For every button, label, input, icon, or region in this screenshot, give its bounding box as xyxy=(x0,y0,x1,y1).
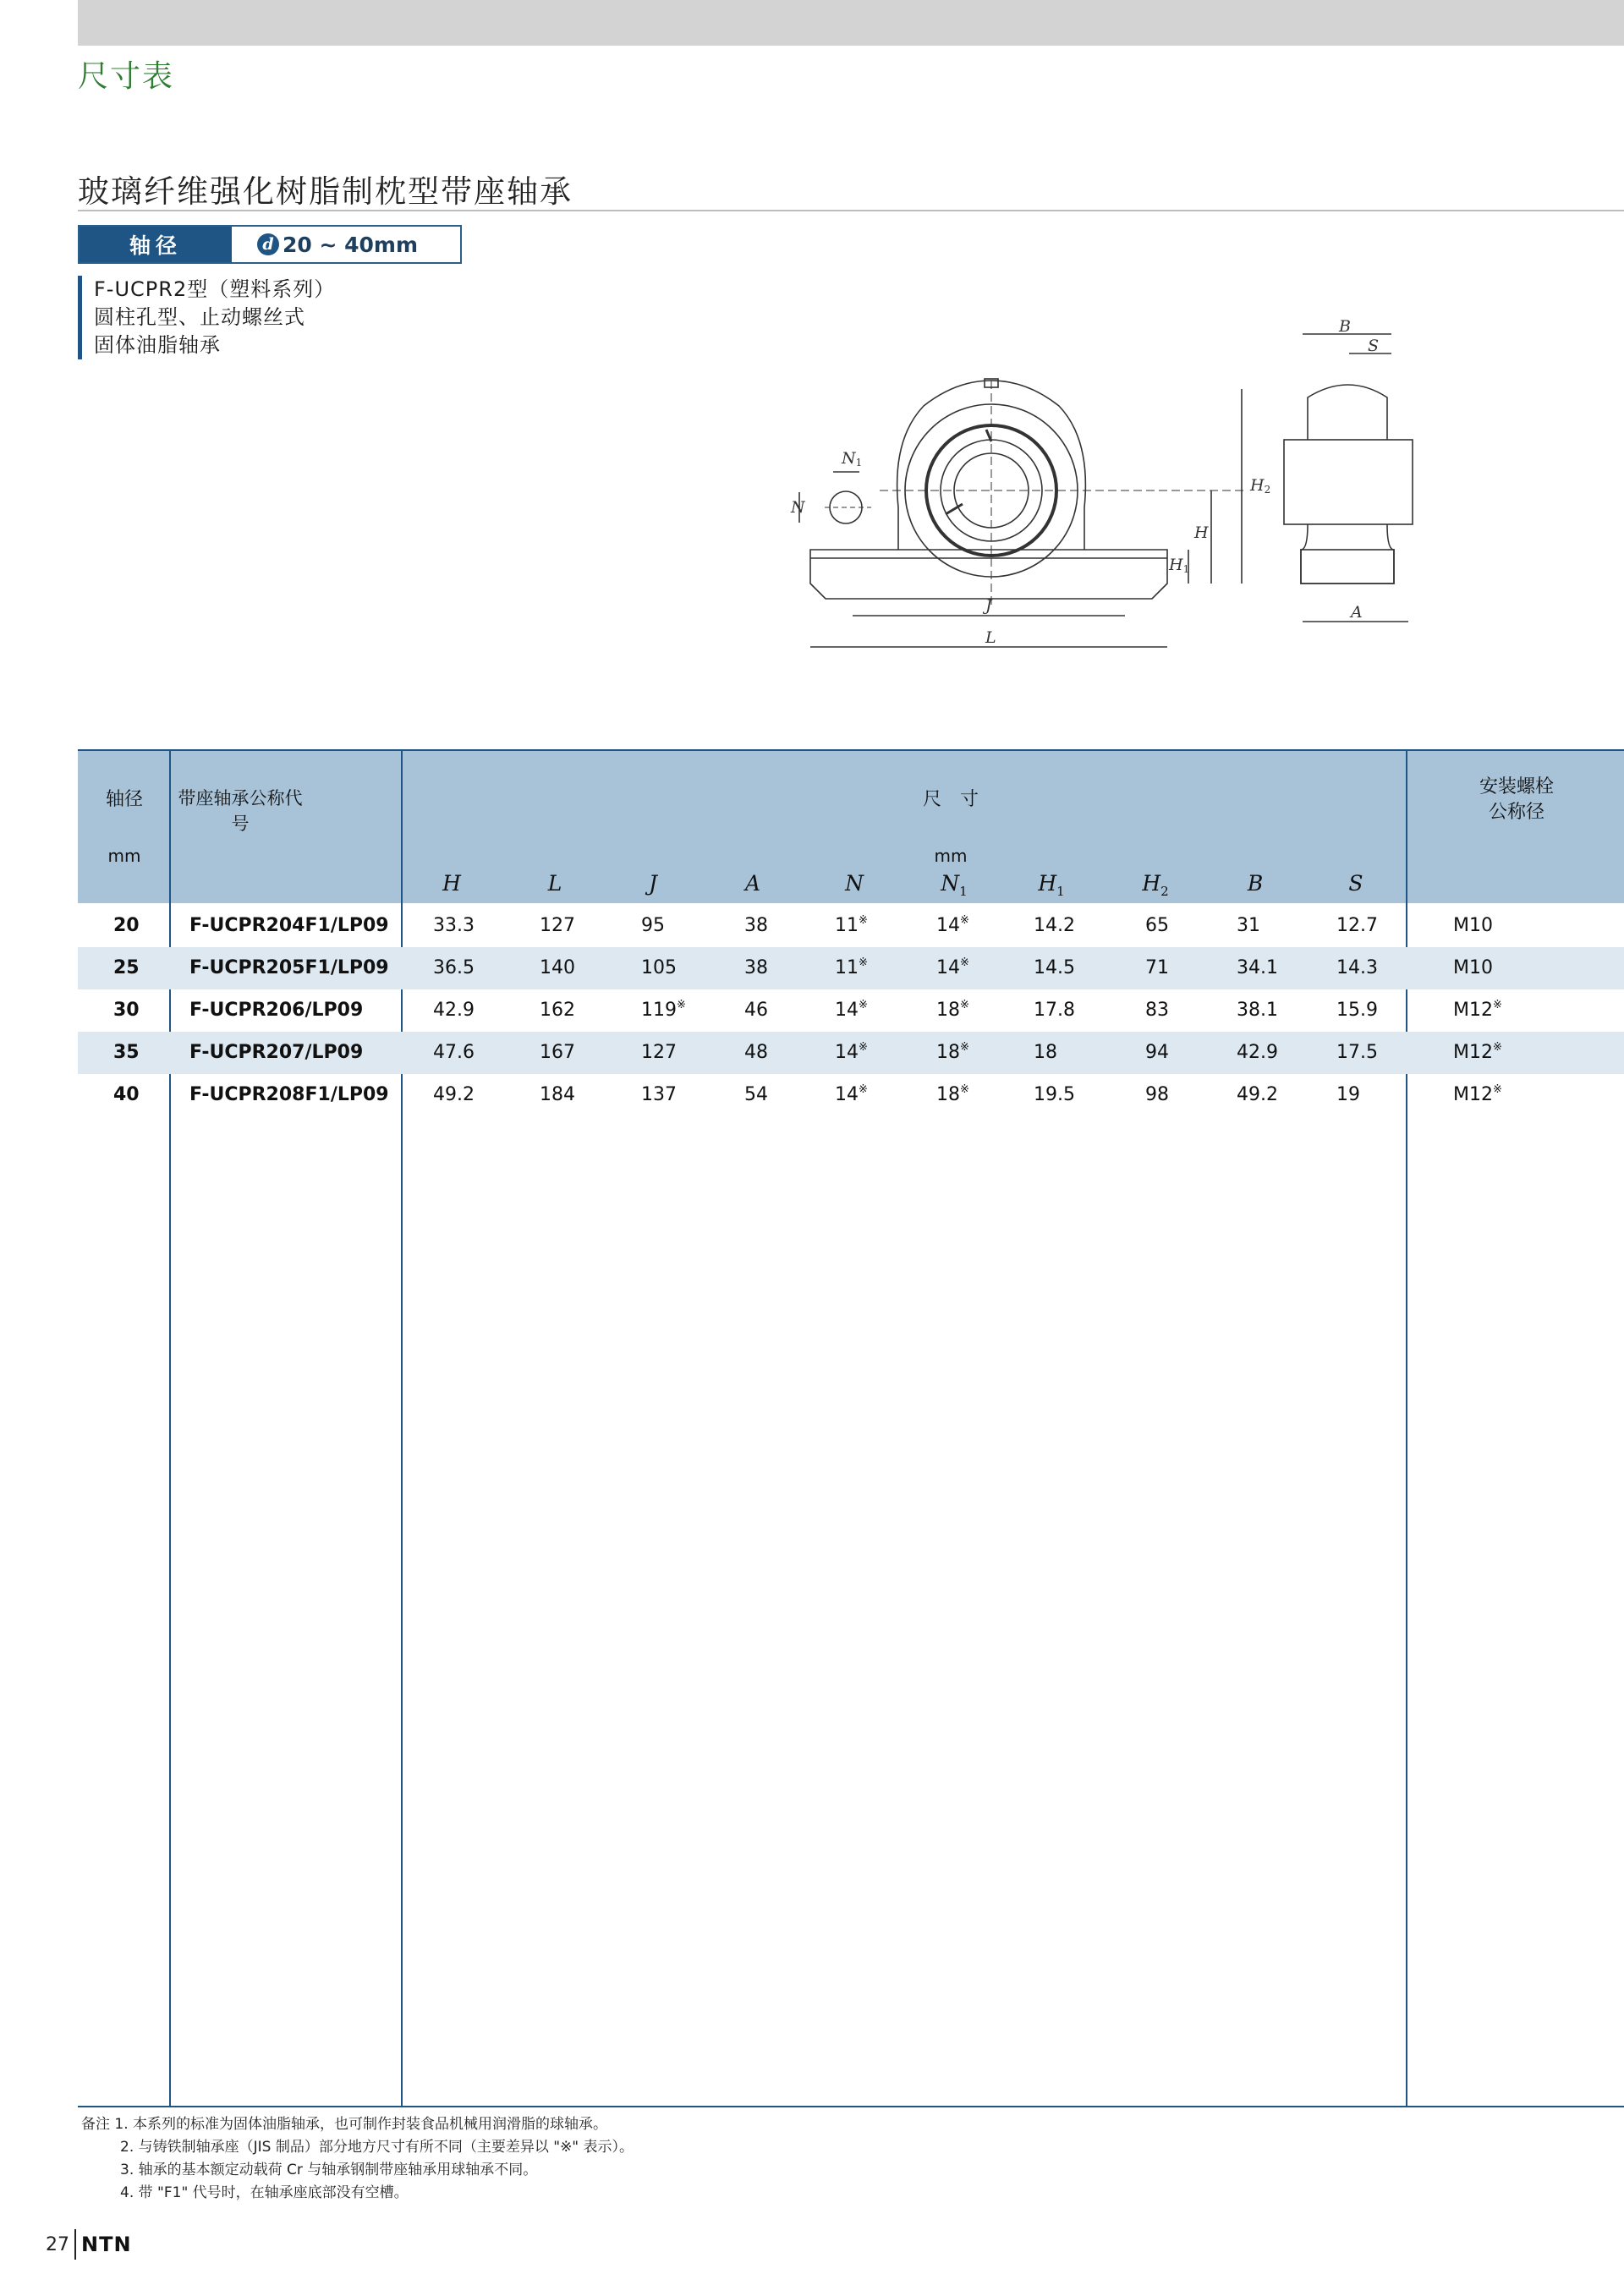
cell-n1 xyxy=(936,1032,969,1074)
page-number: 27 xyxy=(46,2233,69,2255)
cell-n1-value: 18 xyxy=(936,1084,960,1105)
cell-b xyxy=(1237,1074,1278,1116)
cell-bolt xyxy=(1453,1032,1502,1074)
cell-n-value: 14 xyxy=(835,1000,859,1021)
cell-h1-value: 19.5 xyxy=(1034,1084,1075,1105)
cell-h-value: 42.9 xyxy=(433,1000,475,1021)
difference-mark: ※ xyxy=(859,1041,868,1054)
symbol-main: S xyxy=(1348,871,1363,896)
symbol-main: N xyxy=(845,871,864,896)
cell-n-value: 14 xyxy=(835,1042,859,1063)
cell-n-value: 11 xyxy=(835,957,859,978)
cell-h1 xyxy=(1034,905,1075,947)
cell-h-value: 33.3 xyxy=(433,915,475,936)
cell-a xyxy=(744,1074,768,1116)
cell-s xyxy=(1336,1032,1378,1074)
cell-b xyxy=(1237,947,1278,989)
cell-h2-value: 83 xyxy=(1145,1000,1169,1021)
notes xyxy=(81,2113,634,2205)
cell-h xyxy=(433,947,475,989)
cell-bolt xyxy=(1453,989,1502,1032)
cell-shaft-diameter-value: 40 xyxy=(113,1084,140,1105)
cell-h2-value: 65 xyxy=(1145,915,1169,936)
cell-n xyxy=(835,1074,868,1116)
cell-shaft-diameter xyxy=(113,905,140,947)
symbol-main: H xyxy=(1142,871,1161,896)
cell-a-value: 54 xyxy=(744,1084,768,1105)
cell-b xyxy=(1237,989,1278,1032)
cell-code-value: F-UCPR208F1/LP09 xyxy=(189,1084,389,1105)
cell-s-value: 19 xyxy=(1336,1084,1360,1105)
cell-h2-value: 71 xyxy=(1145,957,1169,978)
difference-mark: ※ xyxy=(859,1083,868,1096)
label-H: H xyxy=(1194,523,1209,542)
note-line: 4. 带 "F1" 代号时，在轴承座底部没有空槽。 xyxy=(120,2184,409,2201)
cell-j xyxy=(641,1074,677,1116)
cell-n1-value: 14 xyxy=(936,957,960,978)
cell-j xyxy=(641,947,677,989)
cell-n xyxy=(835,989,868,1032)
difference-mark: ※ xyxy=(960,956,969,969)
set-screw xyxy=(946,504,963,514)
cell-l-value: 140 xyxy=(540,957,575,978)
cell-j-value: 105 xyxy=(641,957,677,978)
label-N: N xyxy=(791,498,805,517)
table-row xyxy=(78,1032,1624,1074)
cell-s xyxy=(1336,947,1378,989)
cell-l xyxy=(540,905,575,947)
dimension-symbol xyxy=(1038,871,1064,899)
symbol-subscript: 1 xyxy=(959,884,968,899)
symbol-subscript: 1 xyxy=(1056,884,1065,899)
cell-h-value: 47.6 xyxy=(433,1042,475,1063)
symbol-main: H xyxy=(442,871,461,896)
cell-bolt-value: M10 xyxy=(1453,915,1493,936)
cell-bolt-value: M12 xyxy=(1453,1042,1493,1063)
cell-b-value: 49.2 xyxy=(1237,1084,1278,1105)
cell-j-value: 127 xyxy=(641,1042,677,1063)
diameter-symbol-icon: d xyxy=(257,233,279,255)
cell-shaft-diameter xyxy=(113,1074,140,1116)
cell-n1-value: 18 xyxy=(936,1000,960,1021)
dimension-symbol xyxy=(1142,871,1168,899)
cell-bolt-value: M10 xyxy=(1453,957,1493,978)
cell-code-value: F-UCPR204F1/LP09 xyxy=(189,915,389,936)
cell-s xyxy=(1336,905,1378,947)
shaft-diameter-box xyxy=(78,225,462,264)
cell-l-value: 184 xyxy=(540,1084,575,1105)
cell-shaft-diameter-value: 20 xyxy=(113,915,140,936)
description-line: 圆柱孔型、止动螺丝式 xyxy=(94,305,305,329)
cell-l xyxy=(540,989,575,1032)
cell-s xyxy=(1336,1074,1360,1116)
page-footer xyxy=(46,2229,132,2260)
header-dimensions: 尺 寸 xyxy=(922,789,979,810)
cell-n1-value: 18 xyxy=(936,1042,960,1063)
difference-mark: ※ xyxy=(859,914,868,927)
cell-h xyxy=(433,905,475,947)
cell-n xyxy=(835,1032,868,1074)
dimension-symbol xyxy=(649,871,657,896)
cell-shaft-diameter-value: 35 xyxy=(113,1042,140,1063)
description-line: 固体油脂轴承 xyxy=(94,333,221,357)
symbol-main: B xyxy=(1247,871,1264,896)
cell-b-value: 38.1 xyxy=(1237,1000,1278,1021)
cell-l-value: 167 xyxy=(540,1042,575,1063)
difference-mark: ※ xyxy=(859,956,868,969)
difference-mark: ※ xyxy=(1492,999,1502,1011)
dimension-symbol xyxy=(845,871,864,896)
cell-a-value: 38 xyxy=(744,915,768,936)
cell-s-value: 12.7 xyxy=(1336,915,1378,936)
header-code: 带座轴承公称代号 xyxy=(178,788,303,834)
cell-h1-value: 14.5 xyxy=(1034,957,1075,978)
cell-l-value: 127 xyxy=(540,915,575,936)
symbol-main: J xyxy=(648,871,658,896)
cell-h xyxy=(433,1032,475,1074)
top-bar xyxy=(78,0,1624,46)
cell-h2 xyxy=(1145,947,1169,989)
cell-j xyxy=(641,1032,677,1074)
description-line: F-UCPR2型（塑料系列） xyxy=(94,277,336,301)
cell-shaft-diameter xyxy=(113,1032,140,1074)
cell-code-value: F-UCPR205F1/LP09 xyxy=(189,957,389,978)
symbol-main: L xyxy=(547,871,562,896)
dimension-symbol xyxy=(548,871,562,896)
cell-shaft-diameter-value: 30 xyxy=(113,1000,140,1021)
cell-b xyxy=(1237,1032,1278,1074)
table-row xyxy=(78,947,1624,989)
dimension-table xyxy=(78,749,1624,2107)
cell-shaft-diameter xyxy=(113,947,140,989)
cell-h2 xyxy=(1145,905,1169,947)
label-J: J xyxy=(985,596,992,615)
cell-n1 xyxy=(936,1074,969,1116)
cell-code xyxy=(189,905,389,947)
cell-bolt xyxy=(1453,905,1493,947)
cell-h1-value: 14.2 xyxy=(1034,915,1075,936)
cell-shaft-diameter xyxy=(113,989,140,1032)
label-B: B xyxy=(1339,317,1351,336)
cell-a-value: 48 xyxy=(744,1042,768,1063)
shaft-label: 轴径 xyxy=(80,227,232,262)
cell-bolt-value: M12 xyxy=(1453,1084,1493,1105)
cell-l-value: 162 xyxy=(540,1000,575,1021)
footer-divider xyxy=(74,2229,76,2260)
bearing-drawing xyxy=(761,304,1421,660)
difference-mark: ※ xyxy=(1492,1083,1502,1096)
cell-n1 xyxy=(936,947,969,989)
cell-a xyxy=(744,1032,768,1074)
cell-code xyxy=(189,947,389,989)
difference-mark: ※ xyxy=(960,999,969,1011)
cell-s-value: 15.9 xyxy=(1336,1000,1378,1021)
label-H2: H2 xyxy=(1250,476,1271,496)
label-S: S xyxy=(1368,337,1380,355)
cell-a-value: 46 xyxy=(744,1000,768,1021)
cell-code xyxy=(189,1032,363,1074)
cell-h1 xyxy=(1034,1074,1075,1116)
cell-l xyxy=(540,947,575,989)
difference-mark: ※ xyxy=(960,1083,969,1096)
cell-h xyxy=(433,989,475,1032)
symbol-subscript: 2 xyxy=(1160,884,1169,899)
difference-mark: ※ xyxy=(677,999,686,1011)
cell-b-value: 42.9 xyxy=(1237,1042,1278,1063)
cell-a xyxy=(744,905,768,947)
cell-h1 xyxy=(1034,989,1075,1032)
cell-bolt xyxy=(1453,1074,1502,1116)
label-N1: N1 xyxy=(842,449,863,469)
cell-n-value: 11 xyxy=(835,915,859,936)
label-A: A xyxy=(1351,603,1363,622)
side-view-housing xyxy=(1301,385,1394,584)
difference-mark: ※ xyxy=(1492,1041,1502,1054)
side-view-base xyxy=(1301,550,1394,584)
cell-l xyxy=(540,1032,575,1074)
difference-mark: ※ xyxy=(960,914,969,927)
dimension-symbol xyxy=(1248,871,1263,896)
cell-a xyxy=(744,947,768,989)
cell-h2 xyxy=(1145,989,1169,1032)
difference-mark: ※ xyxy=(859,999,868,1011)
title-divider xyxy=(78,210,1624,211)
table-row xyxy=(78,905,1624,947)
cell-bolt xyxy=(1453,947,1493,989)
cell-h1 xyxy=(1034,947,1075,989)
dimension-symbol xyxy=(745,871,760,896)
symbol-main: A xyxy=(744,871,761,896)
note-line: 2. 与铸铁制轴承座（JIS 制品）部分地方尺寸有所不同（主要差异以 "※" 表示）。 xyxy=(120,2139,634,2156)
cell-code xyxy=(189,1074,389,1116)
cell-h2 xyxy=(1145,1032,1169,1074)
cell-n-value: 14 xyxy=(835,1084,859,1105)
cell-s-value: 17.5 xyxy=(1336,1042,1378,1063)
difference-mark: ※ xyxy=(960,1041,969,1054)
header-shaft-unit: mm xyxy=(107,846,141,866)
symbol-main: H xyxy=(1038,871,1057,896)
label-L: L xyxy=(985,628,996,647)
section-title: 尺寸表 xyxy=(78,59,175,94)
dimension-symbol xyxy=(941,871,967,899)
cell-h1-value: 18 xyxy=(1034,1042,1057,1063)
cell-a-value: 38 xyxy=(744,957,768,978)
table-header xyxy=(78,751,1624,903)
cell-n xyxy=(835,905,868,947)
cell-n xyxy=(835,947,868,989)
cell-b xyxy=(1237,905,1260,947)
cell-s xyxy=(1336,989,1378,1032)
header-dimensions-unit: mm xyxy=(934,846,968,866)
side-view-shaft xyxy=(1284,440,1413,524)
cell-h1-value: 17.8 xyxy=(1034,1000,1075,1021)
table-row xyxy=(78,989,1624,1032)
cell-shaft-diameter-value: 25 xyxy=(113,957,140,978)
cell-h2-value: 98 xyxy=(1145,1084,1169,1105)
cell-h-value: 36.5 xyxy=(433,957,475,978)
cell-j-value: 137 xyxy=(641,1084,677,1105)
cell-n1 xyxy=(936,989,969,1032)
cell-code xyxy=(189,989,363,1032)
cell-h1 xyxy=(1034,1032,1057,1074)
cell-h2-value: 94 xyxy=(1145,1042,1169,1063)
cell-b-value: 31 xyxy=(1237,915,1260,936)
cell-h-value: 49.2 xyxy=(433,1084,475,1105)
product-description xyxy=(78,276,335,359)
cell-code-value: F-UCPR206/LP09 xyxy=(189,1000,364,1021)
cell-bolt-value: M12 xyxy=(1453,1000,1493,1021)
note-line: 3. 轴承的基本额定动载荷 Cr 与轴承钢制带座轴承用球轴承不同。 xyxy=(120,2162,538,2178)
cell-j-value: 95 xyxy=(641,915,665,936)
cell-h2 xyxy=(1145,1074,1169,1116)
cell-j-value: 119 xyxy=(641,1000,677,1021)
symbol-main: N xyxy=(941,871,960,896)
cell-n1 xyxy=(936,905,969,947)
table-row xyxy=(78,1074,1624,1116)
dimension-symbol xyxy=(442,871,461,896)
page-title: 玻璃纤维强化树脂制枕型带座轴承 xyxy=(78,173,573,210)
shaft-range-value: 20 ~ 40mm xyxy=(283,232,419,257)
label-H1: H1 xyxy=(1169,556,1190,575)
cell-j xyxy=(641,905,665,947)
cell-s-value: 14.3 xyxy=(1336,957,1378,978)
header-shaft: 轴径 xyxy=(105,789,143,810)
cell-b-value: 34.1 xyxy=(1237,957,1278,978)
cell-l xyxy=(540,1074,575,1116)
header-bolt: 安装螺栓 公称径 xyxy=(1479,776,1554,823)
cell-a xyxy=(744,989,768,1032)
cell-j xyxy=(641,989,686,1032)
brand-logo: NTN xyxy=(81,2233,132,2256)
cell-code-value: F-UCPR207/LP09 xyxy=(189,1042,364,1063)
table-bottom-rule xyxy=(78,2106,1624,2107)
cell-n1-value: 14 xyxy=(936,915,960,936)
dimension-symbol xyxy=(1348,871,1363,896)
cell-h xyxy=(433,1074,475,1116)
note-line: 备注 1. 本系列的标准为固体油脂轴承，也可制作封装食品机械用润滑脂的球轴承。 xyxy=(81,2116,608,2133)
shaft-range xyxy=(232,227,460,262)
